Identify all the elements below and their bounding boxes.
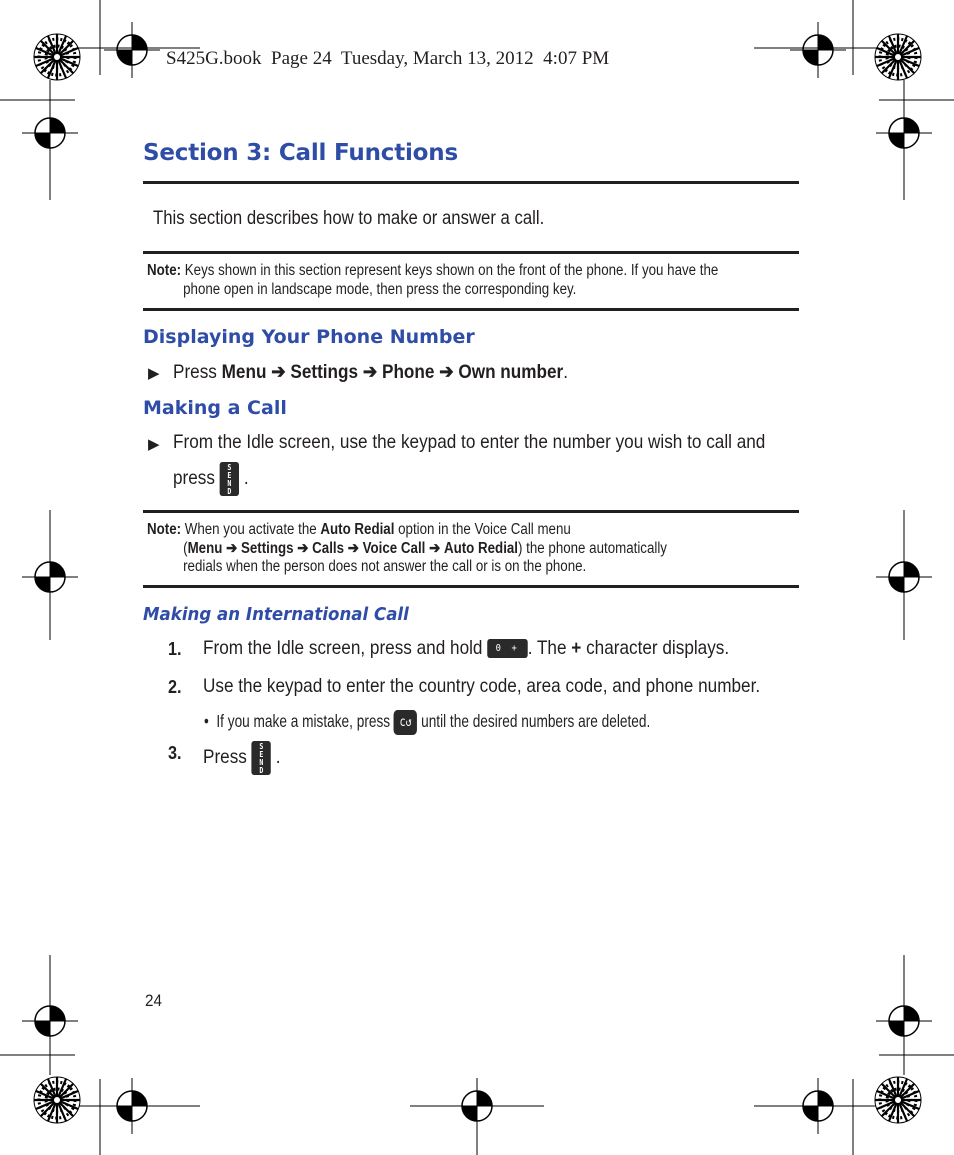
note-rule-bottom <box>143 308 799 311</box>
step-number: 2. <box>168 677 182 697</box>
section-title: Section 3: Call Functions <box>143 140 458 166</box>
bullet-arrow-icon: ▶ <box>148 365 160 382</box>
heading-making-call: Making a Call <box>143 397 287 419</box>
sub-bullet: • If you make a mistake, press c↺ until the desired numbers are deleted. <box>204 710 650 735</box>
note-auto-redial: Note: When you activate the Auto Redial option in the Voice Call menu (Menu ➔ Settings ➔ Calls ➔ Voice Call ➔ Auto Redial) the phone automatically redials when the person does not answer the call or is on the phone. <box>147 521 667 575</box>
step-number: 3. <box>168 743 182 763</box>
displaying-instruction: Press Menu ➔ Settings ➔ Phone ➔ Own number. <box>173 361 569 383</box>
menu-phone: Phone <box>382 361 435 383</box>
title-rule <box>143 181 799 184</box>
note-text: Keys shown in this section represent keys shown on the front of the phone. If you have the <box>184 262 719 279</box>
intro-text: This section describes how to make or answer a call. <box>153 208 545 229</box>
note-rule-top <box>143 251 799 254</box>
menu-own-number: Own number <box>458 361 564 383</box>
bullet-arrow-icon: ▶ <box>148 436 160 453</box>
heading-international-call: Making an International Call <box>143 605 409 625</box>
step-number: 1. <box>168 639 182 659</box>
send-key-icon: S E N D <box>252 741 271 775</box>
note2-rule-top <box>143 510 799 513</box>
print-header: S425G.book Page 24 Tuesday, March 13, 2012 4:07 PM <box>166 48 610 69</box>
zero-plus-key-icon: 0 + <box>487 639 527 658</box>
send-key-icon: S E N D <box>220 462 239 496</box>
step-2-text: Use the keypad to enter the country code, area code, and phone number. <box>203 675 761 697</box>
step-3-text: Press S E N D . <box>203 742 281 775</box>
note2-rule-bottom <box>143 585 799 588</box>
making-call-line2: press S E N D . <box>173 463 249 496</box>
auto-redial-term: Auto Redial <box>320 521 395 538</box>
note2-label: Note: <box>147 521 182 538</box>
step-1-text: From the Idle screen, press and hold 0 + . The + character displays. <box>203 637 730 659</box>
heading-displaying-number: Displaying Your Phone Number <box>143 326 475 348</box>
note-label: Note: <box>147 262 182 279</box>
menu-settings: Settings <box>290 361 359 383</box>
page-number: 24 <box>145 991 163 1010</box>
menu-menu: Menu <box>221 361 267 383</box>
clear-key-icon: c↺ <box>394 710 417 735</box>
making-call-line1: From the Idle screen, use the keypad to enter the number you wish to call and <box>173 431 766 453</box>
note-keys <box>147 262 718 299</box>
note-text-cont: phone open in landscape mode, then press the corresponding key. <box>183 280 577 298</box>
